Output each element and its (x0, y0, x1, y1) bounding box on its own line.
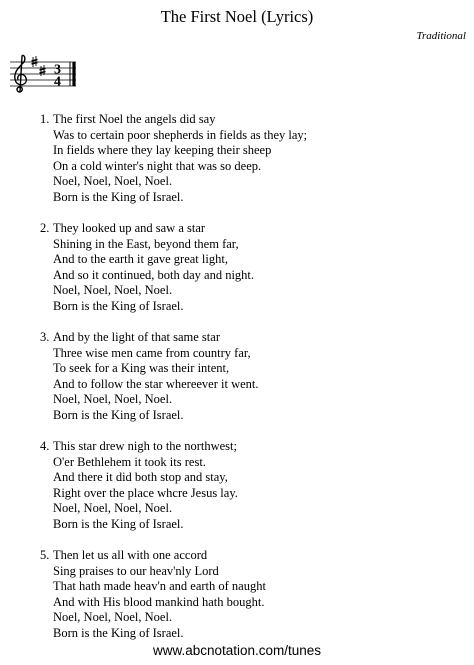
lyric-line: In fields where they lay keeping their sheep (53, 143, 272, 158)
lyric-line: Born is the King of Israel. (53, 407, 184, 422)
sharp-icon-f (32, 56, 38, 67)
lyric-line: And with His blood mankind hath bought. (53, 594, 265, 609)
verse-1 (40, 112, 460, 206)
lyric-line: O'er Bethlehem it took its rest. (53, 454, 206, 469)
footer-url: www.abcnotation.com/tunes (152, 643, 322, 658)
time-signature-top: 3 (54, 62, 61, 78)
lyric-line: Shining in the East, beyond them far, (53, 236, 239, 251)
lyric-line: Noel, Noel, Noel, Noel. (53, 501, 173, 516)
lyric-line: Was to certain poor shepherds in fields as they lay; (53, 127, 308, 142)
lyric-line: Born is the King of Israel. (53, 625, 184, 640)
lyric-line: The first Noel the angels did say (53, 112, 216, 126)
composer-credit: Traditional (416, 30, 466, 42)
verse-2 (40, 221, 460, 315)
lyric-line: Born is the King of Israel. (53, 516, 184, 531)
lyric-line: They looked up and saw a star (53, 221, 206, 235)
lyric-line: Noel, Noel, Noel, Noel. (53, 283, 173, 298)
lyric-line: Noel, Noel, Noel, Noel. (53, 610, 173, 625)
verse-number: 1. (40, 112, 50, 126)
lyric-line: That hath made heav'n and earth of naught (53, 579, 266, 594)
verse-number: 4. (40, 439, 50, 453)
lyric-line: And there it did both stop and stay, (53, 470, 228, 485)
lyric-line: And by the light of that same star (53, 330, 220, 344)
verse-5 (40, 548, 460, 642)
lyric-line: Noel, Noel, Noel, Noel. (53, 174, 173, 189)
lyric-line: And to the earth it gave great light, (53, 252, 228, 267)
lyric-line: Sing praises to our heav'nly Lord (53, 563, 219, 578)
lyric-line: Right over the place whcre Jesus lay. (53, 485, 238, 500)
lyric-line: And so it continued, both day and night. (53, 267, 255, 282)
time-signature-bottom: 4 (54, 74, 61, 90)
verse-number: 2. (40, 221, 50, 235)
lyric-line: Born is the King of Israel. (53, 298, 184, 313)
lyric-line: And to follow the star whereever it went. (53, 376, 259, 391)
lyric-line: Born is the King of Israel. (53, 189, 184, 204)
lyric-line: To seek for a King was their intent, (53, 361, 230, 376)
verse-3 (40, 330, 460, 424)
music-staff (6, 52, 80, 98)
verse-4 (40, 439, 460, 533)
lyric-line: This star drew nigh to the northwest; (53, 439, 237, 453)
lyric-line: Three wise men came from country far, (53, 345, 251, 360)
verse-number: 3. (40, 330, 50, 344)
lyric-line: Noel, Noel, Noel, Noel. (53, 392, 173, 407)
verse-number: 5. (40, 548, 50, 562)
page-title: The First Noel (Lyrics) (160, 7, 314, 26)
lyric-line: On a cold winter's night that was so deep. (53, 158, 262, 173)
lyric-line: Then let us all with one accord (53, 548, 208, 562)
